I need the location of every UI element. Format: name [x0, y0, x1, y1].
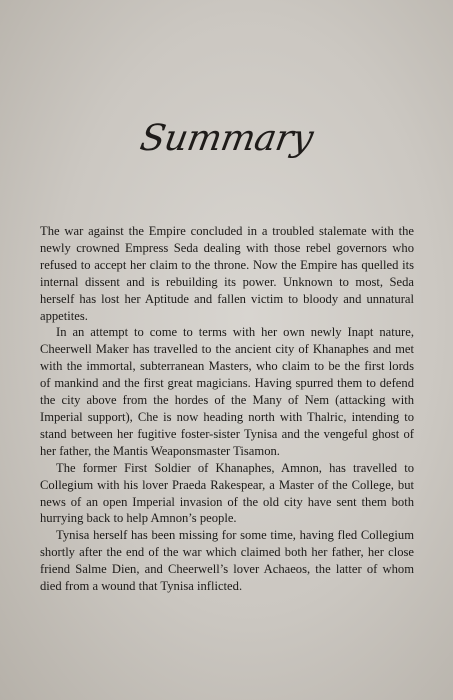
paragraph: The former First Soldier of Khanaphes, Amnon, has travelled to Collegium with his lover Praeda Rakespear, a Master of the College, but news of an open Imperial invasion of the old city have sent them both hurrying back to help Amnon’s people. [40, 460, 414, 526]
summary-text [40, 223, 414, 595]
paragraph: In an attempt to come to terms with her own newly Inapt nature, Cheerwell Maker has travelled to the ancient city of Khanaphes and met with the immortal, subterranean Masters, who claim to be the first lords of mankind and the first great magicians. Having spurred them to defend the city above from the hordes of the Many of Nem (attacking with Imperial support), Che is now heading north with Thalric, intending to stand between her fugitive foster-sister Tynisa and the vengeful ghost of her father, the Mantis Weaponsmaster Tisamon. [40, 325, 414, 458]
page-title: Summary [137, 118, 316, 159]
paragraph: The war against the Empire concluded in a troubled stalemate with the newly crowned Empress Seda dealing with those rebel governors who refused to accept her claim to the throne. Now the Empire has quelled its internal dissent and is rebuilding its power. Unknown to most, Seda herself has lost her Aptitude and fallen victim to bloody and unnatural appetites. [40, 224, 414, 323]
paragraph: Tynisa herself has been missing for some time, having fled Collegium shortly after the end of the war which claimed both her father, her close friend Salme Dien, and Cheerwell’s lover Achaeos, the latter of whom died from a wound that Tynisa inflicted. [40, 528, 414, 594]
